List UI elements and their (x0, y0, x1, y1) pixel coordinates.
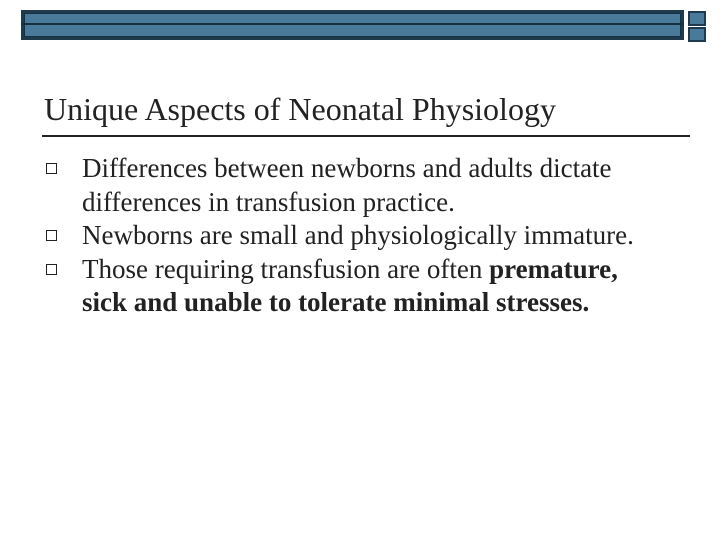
square-bullet-icon (46, 230, 57, 241)
bullet-item (46, 253, 666, 320)
header-bar-divider (21, 23, 684, 25)
header-bar-fill (24, 13, 681, 37)
corner-box-top (688, 11, 706, 26)
bullet-text: Newborns are small and physiologically immature. (82, 220, 634, 250)
header-decorative-bar (21, 10, 684, 40)
slide-title: Unique Aspects of Neonatal Physiology (44, 91, 556, 127)
title-underline (42, 135, 690, 137)
bullet-list (46, 152, 666, 320)
bullet-text: Differences between newborns and adults dictate differences in transfusion practice. (82, 153, 612, 217)
square-bullet-icon (46, 264, 57, 275)
bullet-text: Those requiring transfusion are often (82, 253, 483, 284)
bullet-bold-text: premature, sick and unable to tolerate minimal stresses. (82, 253, 618, 317)
corner-box-bottom (688, 27, 706, 42)
bullet-item (46, 152, 666, 219)
square-bullet-icon (46, 163, 57, 174)
bullet-item (46, 219, 666, 253)
